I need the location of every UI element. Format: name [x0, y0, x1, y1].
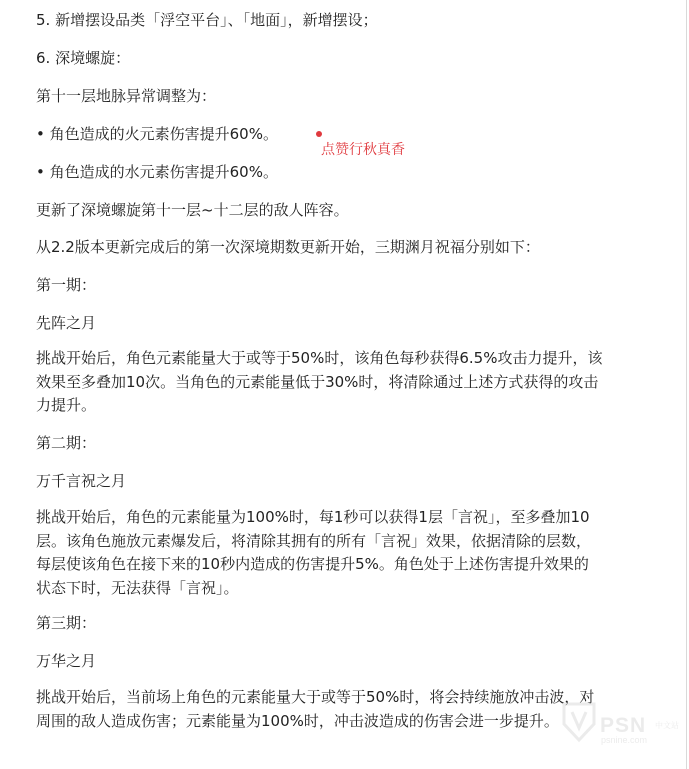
para-line: 效果至多叠加10次。当角色的元素能量低于30%时，将清除通过上述方式获得的攻击: [36, 372, 599, 391]
paragraph: [36, 506, 654, 600]
para-line: 层。该角色施放元素爆发后，将清除其拥有的所有「言祝」效果，依据清除的层数，: [36, 531, 592, 550]
paragraph: [36, 347, 654, 418]
text-line: 5. 新增摆设品类「浮空平台」、「地面」，新增摆设；: [36, 11, 378, 29]
para-line: 挑战开始后，角色元素能量大于或等于50%时，该角色每秒获得6.5%攻击力提升，该: [36, 349, 603, 367]
psn-logo-cn: 中文站: [655, 721, 679, 730]
moon-name: 万华之月: [36, 652, 97, 670]
bullet-item: • 角色造成的火元素伤害提升60%。: [36, 125, 278, 143]
para-line: 挑战开始后，角色的元素能量为100%时，每1秒可以获得1层「言祝」，至多叠加10: [36, 508, 590, 526]
text-line: 第十一层地脉异常调整为：: [36, 87, 217, 105]
psnine-watermark-logo: [560, 700, 685, 750]
para-line: 状态下时，无法获得「言祝」。: [36, 578, 239, 597]
psn-logo-sub: psnine.com: [601, 735, 648, 745]
para-line: 每层使该角色在接下来的10秒内造成的伤害提升5%。角色处于上述伤害提升效果的: [36, 555, 589, 573]
bullet-item: • 角色造成的水元素伤害提升60%。: [36, 163, 278, 181]
moon-name: 万千言祝之月: [36, 472, 127, 490]
text-line: 更新了深境螺旋第十一层~十二层的敌人阵容。: [36, 201, 349, 219]
para-line: 周围的敌人造成伤害；元素能量为100%时，冲击波造成的伤害会进一步提升。: [36, 711, 559, 730]
period-heading: 第一期：: [36, 276, 97, 294]
section-heading: 6. 深境螺旋：: [36, 49, 131, 67]
red-dot-marker: [316, 131, 322, 137]
red-annotation: 点赞行秋真香: [321, 142, 405, 158]
para-line: 挑战开始后，当前场上角色的元素能量大于或等于50%时，将会持续施放冲击波，对: [36, 688, 595, 706]
psn-logo-text: PSN: [600, 714, 647, 737]
psn-shield-icon: [560, 700, 598, 744]
para-line: 力提升。: [36, 396, 97, 414]
text-line: 从2.2版本更新完成后的第一次深境期数更新开始，三期渊月祝福分别如下：: [36, 238, 540, 256]
period-heading: 第二期：: [36, 434, 97, 452]
right-border: [686, 0, 687, 769]
moon-name: 先阵之月: [36, 314, 97, 332]
period-heading: 第三期：: [36, 614, 97, 632]
